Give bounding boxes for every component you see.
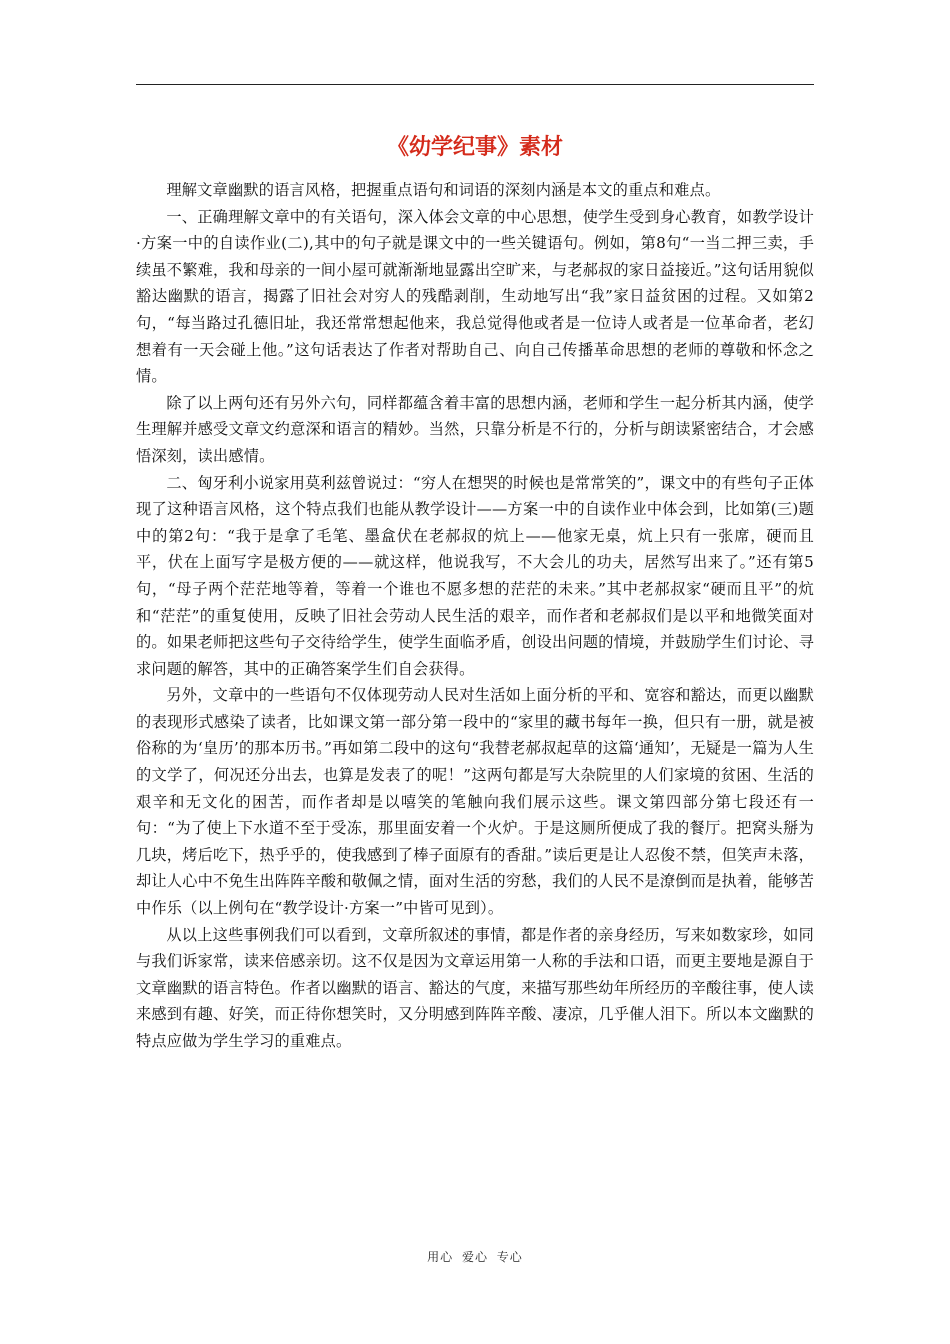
paragraph-six-sentences: 除了以上两句还有另外六句，同样都蕴含着丰富的思想内涵，老师和学生一起分析其内涵，使学生理解并感受文章文约意深和语言的精妙。当然，只靠分析是不行的，分析与朗读紧密结合，才会感悟深刻，读出感情。: [136, 393, 814, 465]
paragraph-intro: 理解文章幽默的语言风格，把握重点语句和词语的深刻内涵是本文的重点和难点。: [166, 181, 721, 199]
paragraph-section-one: 一、正确理解文章中的有关语句，深入体会文章的中心思想，使学生受到身心教育，如教学设计·方案一中的自读作业(二),其中的句子就是课文中的一些关键语句。例如，第8句“一当二押三卖，手续虽不繁难，我和母亲的一间小屋可就渐渐地显露出空旷来，与老郝叔的家日益接近。”这句话用貌似豁达幽默的语言，揭露了旧社会对穷人的残酷剥削，生动地写出“我”家日益贫困的过程。又如第2句，“每当路过孔德旧址，我还常常想起他来，我总觉得他或者是一位诗人或者是一位革命者，老幻想着有一天会碰上他。”这句话表达了作者对帮助自己、向自己传播革命思想的老师的尊敬和怀念之情。: [136, 207, 814, 386]
paragraph-section-two: 二、匈牙利小说家用莫利兹曾说过：“穷人在想哭的时候也是常常笑的”，课文中的有些句子正体现了这种语言风格，这个特点我们也能从教学设计——方案一中的自读作业中体会到，比如第(三)题中的第2句：“我于是拿了毛笔、墨盒伏在老郝叔的炕上——他家无桌，炕上只有一张席，硬而且平，伏在上面写字是极方便的——就这样，他说我写，不大会儿的功夫，居然写出来了。”还有第5句，“母子两个茫茫地等着，等着一个谁也不愿多想的茫茫的未来。”其中老郝叔家“硬而且平”的炕和“茫茫”的重复使用，反映了旧社会劳动人民生活的艰辛，而作者和老郝叔们是以平和地微笑面对的。如果老师把这些句子交待给学生，使学生面临矛盾，创设出问题的情境，并鼓励学生们讨论、寻求问题的解答，其中的正确答案学生们自会获得。: [136, 473, 814, 678]
header-rule: [136, 84, 814, 85]
paragraph-humor-examples: 另外，文章中的一些语句不仅体现劳动人民对生活如上面分析的平和、宽容和豁达，而更以幽默的表现形式感染了读者，比如课文第一部分第一段中的“家里的藏书每年一换，但只有一册，就是被俗称的为‘皇历’的那本历书。”再如第二段中的这句“我替老郝叔起草的这篇‘通知’，无疑是一篇为人生的文学了，何况还分出去，也算是发表了的呢！”这两句都是写大杂院里的人们家境的贫困、生活的艰辛和无文化的困苦，而作者却是以嘻笑的笔触向我们展示这些。课文第四部分第七段还有一句：“为了使上下水道不至于受冻，那里面安着一个火炉。于是这厕所便成了我的餐厅。把窝头掰为几块，烤后吃下，热乎乎的，使我感到了棒子面原有的香甜。”读后更是让人忍俊不禁，但笑声未落，却让人心中不免生出阵阵辛酸和敬佩之情，面对生活的穷愁，我们的人民不是潦倒而是执着，能够苦中作乐（以上例句在“教学设计·方案一”中皆可见到）。: [136, 686, 814, 918]
document-title: 《幼学纪事》素材: [386, 135, 563, 160]
document-body: [136, 177, 814, 1055]
page-footer: 用心 爱心 专心: [427, 1250, 523, 1264]
paragraph-conclusion: 从以上这些事例我们可以看到，文章所叙述的事情，都是作者的亲身经历，写来如数家珍，如同与我们诉家常，读来倍感亲切。这不仅是因为文章运用第一人称的手法和口语，而更主要地是源自于文章幽默的语言特色。作者以幽默的语言、豁达的气度，来描写那些幼年所经历的辛酸往事，使人读来感到有趣、好笑，而正待你想笑时，又分明感到阵阵辛酸、凄凉，几乎催人泪下。所以本文幽默的特点应做为学生学习的重难点。: [136, 925, 814, 1050]
